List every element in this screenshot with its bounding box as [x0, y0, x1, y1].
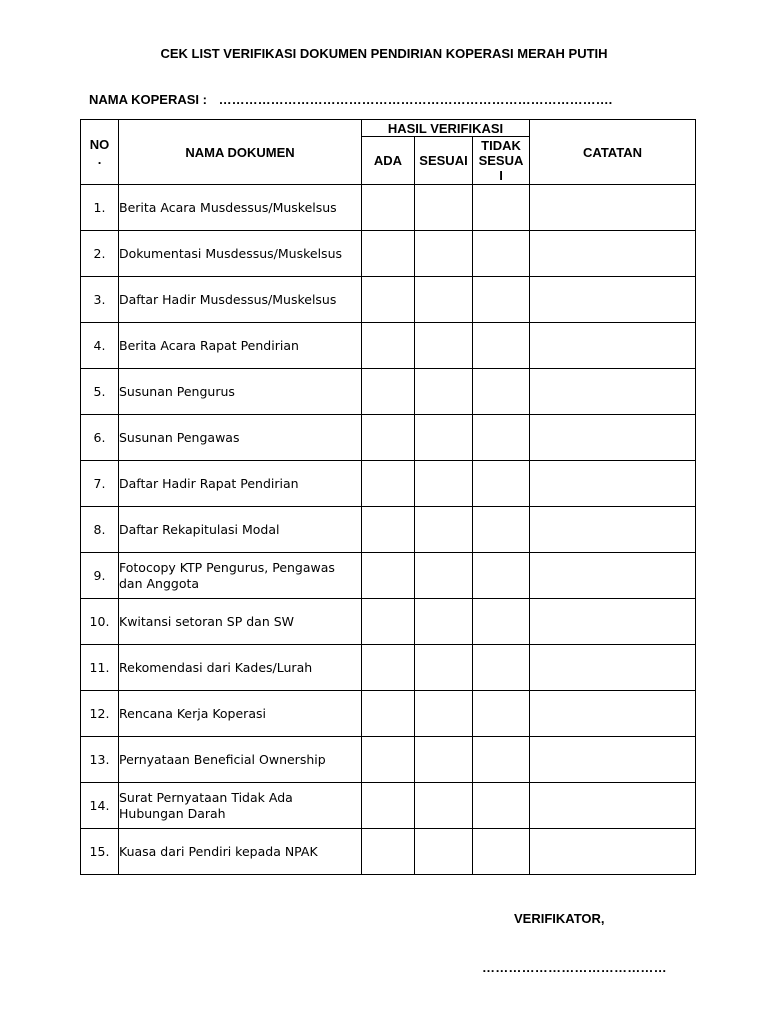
- notes-cell: [530, 461, 696, 507]
- verifier-label: VERIFIKATOR,: [514, 911, 605, 926]
- coop-name-line: [89, 92, 612, 107]
- notes-cell: [530, 323, 696, 369]
- sesuai-cell: [415, 231, 473, 277]
- row-number: 2.: [81, 231, 119, 277]
- ada-cell: [362, 323, 415, 369]
- ada-cell: [362, 369, 415, 415]
- row-document-name: Fotocopy KTP Pengurus, Pengawas dan Anggota: [119, 553, 362, 599]
- notes-cell: [530, 369, 696, 415]
- document-title: CEK LIST VERIFIKASI DOKUMEN PENDIRIAN KOPERASI MERAH PUTIH: [160, 46, 608, 61]
- tidak-sesuai-cell: [473, 691, 530, 737]
- notes-cell: [530, 691, 696, 737]
- row-number: 11.: [81, 645, 119, 691]
- tidak-sesuai-cell: [473, 645, 530, 691]
- notes-cell: [530, 185, 696, 231]
- tidak-sesuai-cell: [473, 323, 530, 369]
- ada-cell: [362, 415, 415, 461]
- header-sesuai: SESUAI: [415, 137, 473, 185]
- coop-name-placeholder: ……………………………………………………………………………….: [218, 92, 613, 107]
- table-row: [81, 369, 696, 415]
- notes-cell: [530, 231, 696, 277]
- notes-cell: [530, 553, 696, 599]
- ada-cell: [362, 185, 415, 231]
- verifier-signature-line: ……………………………………: [482, 960, 667, 975]
- coop-name-label: NAMA KOPERASI :: [89, 92, 207, 107]
- sesuai-cell: [415, 645, 473, 691]
- row-document-name: Pernyataan Beneficial Ownership: [119, 737, 362, 783]
- table-row: [81, 691, 696, 737]
- sesuai-cell: [415, 507, 473, 553]
- table-row: [81, 553, 696, 599]
- row-document-name: Kuasa dari Pendiri kepada NPAK: [119, 829, 362, 875]
- table-row: [81, 185, 696, 231]
- sesuai-cell: [415, 323, 473, 369]
- tidak-sesuai-cell: [473, 507, 530, 553]
- tidak-sesuai-cell: [473, 277, 530, 323]
- notes-cell: [530, 415, 696, 461]
- tidak-sesuai-cell: [473, 415, 530, 461]
- row-document-name: Daftar Hadir Musdessus/Muskelsus: [119, 277, 362, 323]
- table-row: [81, 277, 696, 323]
- tidak-sesuai-cell: [473, 553, 530, 599]
- sesuai-cell: [415, 461, 473, 507]
- row-number: 6.: [81, 415, 119, 461]
- notes-cell: [530, 829, 696, 875]
- header-tidak-sesuai: TIDAK SESUA I: [473, 137, 530, 185]
- notes-cell: [530, 599, 696, 645]
- row-document-name: Berita Acara Musdessus/Muskelsus: [119, 185, 362, 231]
- row-document-name: Rekomendasi dari Kades/Lurah: [119, 645, 362, 691]
- row-document-name: Susunan Pengurus: [119, 369, 362, 415]
- ada-cell: [362, 599, 415, 645]
- ada-cell: [362, 231, 415, 277]
- tidak-sesuai-cell: [473, 231, 530, 277]
- row-number: 7.: [81, 461, 119, 507]
- sesuai-cell: [415, 553, 473, 599]
- ada-cell: [362, 553, 415, 599]
- table-row: [81, 783, 696, 829]
- header-notes: CATATAN: [530, 120, 696, 185]
- notes-cell: [530, 783, 696, 829]
- ada-cell: [362, 645, 415, 691]
- table-row: [81, 829, 696, 875]
- row-number: 5.: [81, 369, 119, 415]
- ada-cell: [362, 783, 415, 829]
- row-number: 8.: [81, 507, 119, 553]
- table-row: [81, 737, 696, 783]
- tidak-sesuai-cell: [473, 461, 530, 507]
- row-number: 10.: [81, 599, 119, 645]
- ada-cell: [362, 737, 415, 783]
- checklist-body: [81, 185, 696, 875]
- notes-cell: [530, 277, 696, 323]
- row-number: 13.: [81, 737, 119, 783]
- verification-checklist-table: [80, 119, 696, 875]
- row-number: 12.: [81, 691, 119, 737]
- tidak-sesuai-cell: [473, 185, 530, 231]
- header-ada: ADA: [362, 137, 415, 185]
- sesuai-cell: [415, 277, 473, 323]
- ada-cell: [362, 829, 415, 875]
- row-number: 14.: [81, 783, 119, 829]
- row-document-name: Berita Acara Rapat Pendirian: [119, 323, 362, 369]
- tidak-sesuai-cell: [473, 737, 530, 783]
- tidak-sesuai-cell: [473, 783, 530, 829]
- ada-cell: [362, 691, 415, 737]
- ada-cell: [362, 277, 415, 323]
- table-row: [81, 415, 696, 461]
- notes-cell: [530, 645, 696, 691]
- table-row: [81, 599, 696, 645]
- row-document-name: Kwitansi setoran SP dan SW: [119, 599, 362, 645]
- tidak-sesuai-cell: [473, 599, 530, 645]
- sesuai-cell: [415, 691, 473, 737]
- row-number: 3.: [81, 277, 119, 323]
- header-document-name: NAMA DOKUMEN: [119, 120, 362, 185]
- table-row: [81, 461, 696, 507]
- header-no: NO .: [81, 120, 119, 185]
- table-row: [81, 323, 696, 369]
- row-number: 4.: [81, 323, 119, 369]
- sesuai-cell: [415, 369, 473, 415]
- row-document-name: Susunan Pengawas: [119, 415, 362, 461]
- ada-cell: [362, 461, 415, 507]
- row-document-name: Rencana Kerja Koperasi: [119, 691, 362, 737]
- notes-cell: [530, 737, 696, 783]
- table-row: [81, 231, 696, 277]
- notes-cell: [530, 507, 696, 553]
- row-document-name: Daftar Rekapitulasi Modal: [119, 507, 362, 553]
- sesuai-cell: [415, 737, 473, 783]
- ada-cell: [362, 507, 415, 553]
- row-number: 9.: [81, 553, 119, 599]
- tidak-sesuai-cell: [473, 829, 530, 875]
- table-row: [81, 645, 696, 691]
- sesuai-cell: [415, 783, 473, 829]
- header-verification-result: HASIL VERIFIKASI: [362, 120, 530, 137]
- row-document-name: Surat Pernyataan Tidak Ada Hubungan Darah: [119, 783, 362, 829]
- sesuai-cell: [415, 599, 473, 645]
- table-row: [81, 507, 696, 553]
- row-number: 1.: [81, 185, 119, 231]
- sesuai-cell: [415, 185, 473, 231]
- row-document-name: Daftar Hadir Rapat Pendirian: [119, 461, 362, 507]
- tidak-sesuai-cell: [473, 369, 530, 415]
- sesuai-cell: [415, 415, 473, 461]
- row-number: 15.: [81, 829, 119, 875]
- row-document-name: Dokumentasi Musdessus/Muskelsus: [119, 231, 362, 277]
- sesuai-cell: [415, 829, 473, 875]
